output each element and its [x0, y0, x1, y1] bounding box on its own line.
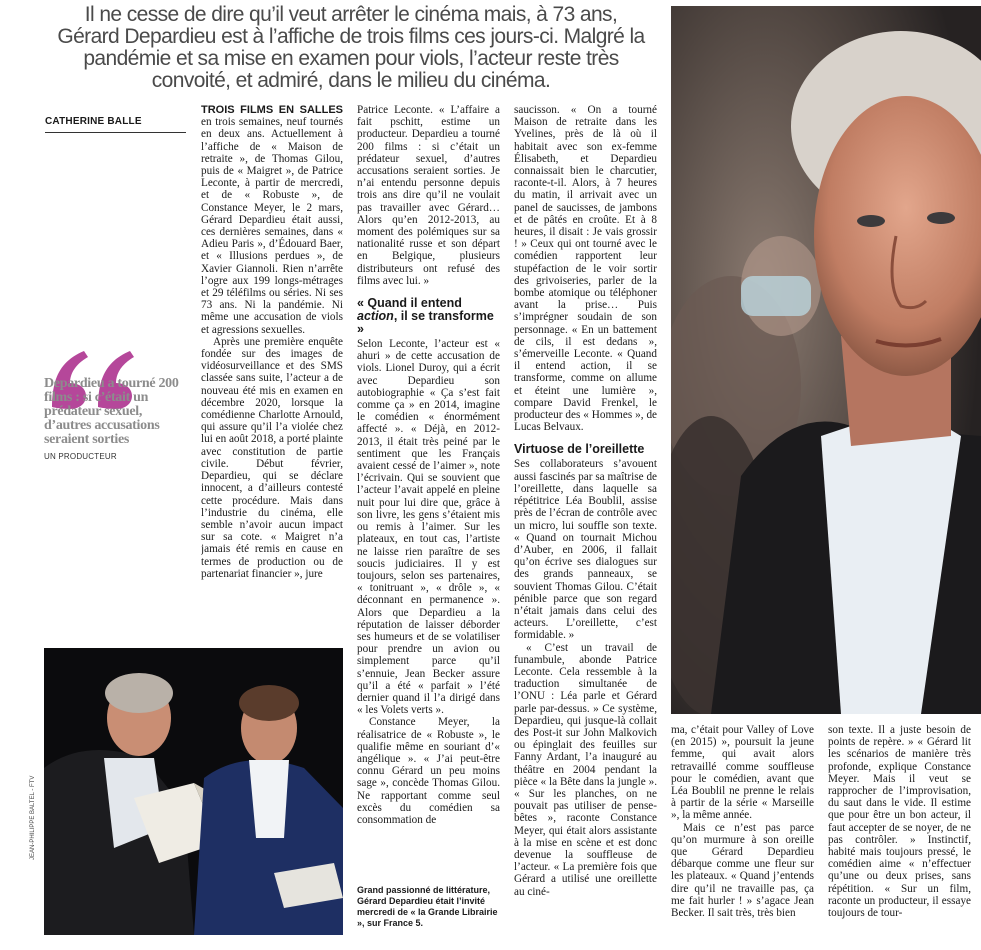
article-paragraph: Mais ce n’est pas parce qu’on murmure à son oreille que Gérard Depardieu débarque comme une fleur sur les plateaux. « Quand j’entends dire qu’il ne travaille pas, ça me fait hurler ! » s’agace Jean Becker. Il sait très, très bien	[671, 821, 814, 920]
article-paragraph: TROIS FILMS EN SALLES en trois semaines, neuf tournés en deux ans. Actuellement à l’affiche de « Maison de retraite », de Thomas Gilou, puis de « Maigret », de Patrice Leconte, à partir de mercredi, et de « Robuste », de Constance Meyer, le 2 mars, Gérard Depardieu était aussi, ces dernières semaines, dans « Adieu Paris », d’Édouard Baer, et « Illusions perdues », de Xavier Giannoli. Rien n’arrête l’ogre aux 199 longs-métrages et 29 téléfilms ou séries. Ni ses 73 ans. Ni la pandémie. Ni même une accusation de viols et agressions sexuelles.	[201, 104, 343, 336]
tv-show-photo	[44, 648, 343, 935]
portrait-illustration	[671, 6, 981, 714]
article-standfirst: Il ne cesse de dire qu’il veut arrêter le cinéma mais, à 73 ans, Gérard Depardieu est à l’affiche de trois films ces jours-ci. Malgré la pandémie et sa mise en examen pour viols, l’acteur reste très convoité, et admiré, dans le milieu du cinéma.	[57, 3, 645, 92]
photo-credit: JEAN-PHILIPPE BALTEL - FTV	[30, 775, 36, 860]
article-paragraph: ma, c’était pour Valley of Love (en 2015) », poursuit la jeune femme, qui avait alors retravaillé comme souffleuse pour le comédien, avant que Léa Boublil ne prenne le relais à partir de la série « Marseille », la même année.	[671, 724, 814, 822]
article-paragraph: Après une première enquête fondée sur des images de vidéosurveillance et des SMS classée sans suite, l’acteur a de nouveau été mis en examen en décembre 2020, lorsque la comédienne Charlotte Arnould, qui assure qu’il l’a violée chez lui en août 2018, a porté plainte avec constitution de partie civile. Début février, Depardieu, qui se déclare innocent, a d’ailleurs contesté cette procédure. Mais dans l’industrie du cinéma, elle semble n’avoir aucun impact sur sa cote. « Maigret n’a jamais été remis en cause en termes de production ou de partenariat financier », jure	[201, 335, 343, 580]
article-paragraph: Selon Leconte, l’acteur est « ahuri » de cette accusation de viols. Lionel Duroy, qui a écrit avec Depardieu son autobiographie « Ça s’est fait comme ça » en 2014, imagine le comédien « énormément affecté ». « Déjà, en 2012-2013, il était très peiné par le sentiment que les Français avaient cessé de l’aimer », note l’écrivain. Qui se souvient que l’acteur l’avait appelé en pleine nuit pour lui dire que, grâce à son livre, les gens s’étaient mis ou remis à l’aimer. Sur les plateaux, en tout cas, l’artiste ne laisse rien paraître de ses soucis judiciaires. Il y est toujours, selon ses partenaires, « tonitruant », « drôle », « déconnant en permanence ». Alors que Depardieu a la réputation de laisser déborder ses humeurs et de se volatiliser pour prendre un avion ou simplement parce qu’il s’ennuie, Jean Becker assure qu’il a été « parfait » l’été dernier quand il l’a dirigé dans « les Volets verts ».	[357, 338, 500, 717]
article-subheading: « Quand il entend action, il se transforme »	[357, 296, 494, 337]
article-column-2	[357, 104, 500, 874]
article-column-3	[514, 104, 657, 934]
article-paragraph: son texte. Il a juste besoin de points de repère. » « Gérard lit les scénarios de manière très profonde, explique Constance Meyer. Mais il veut se rapprocher de l’improvisation, du saut dans le vide. Il estime que pour être un bon acteur, il faut accepter de se noyer, de ne pas contrôler. » Instinctif, habité mais toujours pressé, le comédien aime « n’effectuer qu’une ou deux prises, sans répétition. « Sur un film, raconte un producteur, il essaye toujours de tour-	[828, 724, 971, 920]
article-paragraph: saucisson. « On a tourné Maison de retraite dans les Yvelines, près de là où il habitait avec son ex-femme Élisabeth, et Depardieu connaissait bien le charcutier, raconte-t-il. Alors, à 7 heures du matin, il arrivait avec un panel de saucisses, de jambons et de pâtés en croûte. Et à 8 heures, il disait : Je vais grossir ! » Ceux qui ont tourné avec le comédien rapportent leur stupéfaction de le voir sortir des grivoiseries, parler de la bombe atomique ou téléphoner avant la prise… Puis s’imprégner soudain de son personnage. « En un battement de cils, il est dedans », s’émerveille Leconte. « Quand il entend action, il se transforme, comme on allume et éteint une lumière », compare David Frenkel, le producteur des « Hommes », de Lucas Belvaux.	[514, 104, 657, 434]
portrait-photo	[671, 6, 981, 714]
article-column-5	[828, 724, 971, 946]
article-lead-in: TROIS FILMS EN SALLES	[201, 104, 343, 116]
article-paragraph: Constance Meyer, la réalisatrice de « Robuste », le qualifie même en souriant d’« angélique ». « J’ai peut-être connu Gérard un peu moins sage », concède Thomas Gilou. Ne rapportant comme seul excès du comédien sa consommation de	[357, 716, 500, 826]
tv-show-illustration	[44, 648, 343, 935]
article-column-4	[671, 724, 814, 946]
article-paragraph: Patrice Leconte. « L’affaire a fait pschitt, estime un producteur. Depardieu a tourné 200 films : si c’était un prédateur sexuel, d’autres accusations seraient sorties. Je n’ai entendu personne depuis trois ans dire qu’il ne voulait pas travailler avec Gérard… Alors qu’en 2012-2013, au moment des polémiques sur sa nationalité russe et son départ en Belgique, plusieurs distributeurs ont refusé des films avec lui. »	[357, 104, 500, 287]
article-paragraph: Ses collaborateurs s’avouent aussi fascinés par sa maîtrise de l’oreillette, dans laquelle sa répétitrice Léa Boublil, assise près de l’écran de contrôle avec un micro, lui souffle son texte. « Quand on tournait Michou d’Auber, en 2006, il fallait qu’on écrive ses dialogues sur des grands panneaux, se souvient Thomas Gilou. C’était pénible parce que son regard n’était jamais dans celui des acteurs. L’oreillette, c’est formidable. »	[514, 458, 657, 642]
photo-caption: Grand passionné de littérature, Gérard Depardieu était l’invité mercredi de « la Grande Librairie », sur France 5.	[357, 885, 498, 928]
article-column-1	[201, 104, 343, 626]
article-paragraph: « C’est un travail de funambule, abonde Patrice Leconte. Cela ressemble à la traduction simultanée de l’ONU : Léa parle et Gérard parle par-dessus. » Ce système, Depardieu, qui jusque-là collait des Post-it sur John Malkovich ou épinglait des feuilles sur Fanny Ardant, l’a inauguré au théâtre en 2004 pendant la pièce « la Bête dans la jungle ». « Sur les planches, on ne pouvait pas utiliser de pense-bêtes », raconte Constance Meyer, qui était alors assistante à la mise en scène et est donc devenue la souffleuse de l’acteur. « La première fois que Gérard a utilisé une oreillette au ciné-	[514, 641, 657, 898]
byline: CATHERINE BALLE	[45, 116, 186, 133]
pull-quote-source: UN PRODUCTEUR	[44, 452, 117, 461]
article-subheading: Virtuose de l’oreillette	[514, 442, 645, 457]
pull-quote: Depardieu a tourné 200 films : si c’était un prédateur sexuel, d’autres accusations seraient sorties	[44, 376, 179, 447]
